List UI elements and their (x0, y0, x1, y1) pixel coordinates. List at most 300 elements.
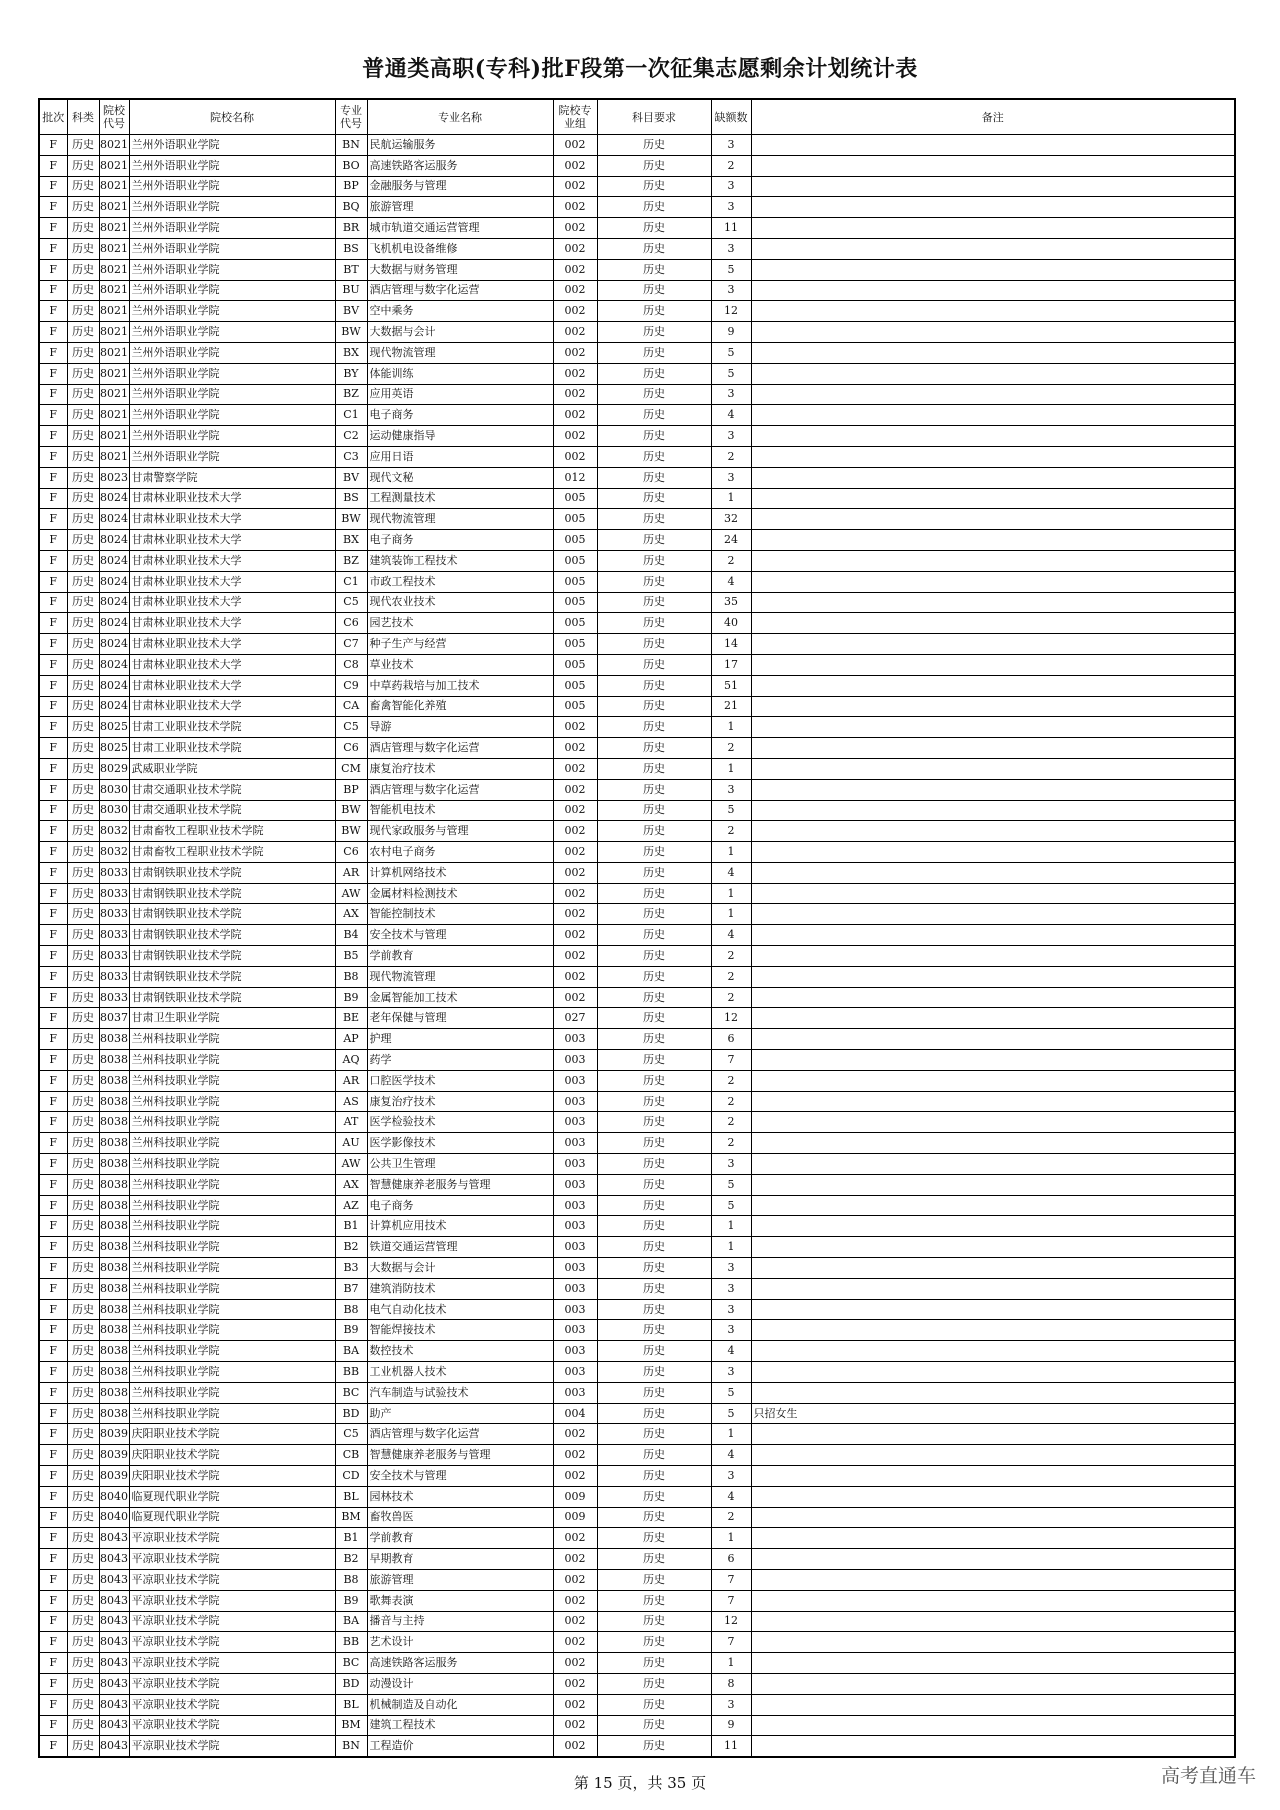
col-major-name-cell: 学前教育 (367, 946, 553, 967)
col-major-code-cell: C5 (335, 592, 367, 613)
col-school-code-cell: 8038 (99, 1341, 129, 1362)
col-subject-cell: 历史 (597, 1611, 711, 1632)
table-row (39, 987, 1235, 1008)
col-vacancy-cell: 12 (711, 301, 751, 322)
col-school-code-cell: 8030 (99, 800, 129, 821)
col-batch-cell: F (39, 280, 67, 301)
col-remark-cell (751, 696, 1235, 717)
col-major-code-cell: BS (335, 238, 367, 259)
col-school-code-cell: 8038 (99, 1258, 129, 1279)
table-row (39, 342, 1235, 363)
col-group-cell: 002 (553, 1424, 597, 1445)
col-school-name-cell: 兰州外语职业学院 (129, 176, 335, 197)
col-major-name-cell: 动漫设计 (367, 1673, 553, 1694)
table-row (39, 238, 1235, 259)
col-remark-cell (751, 779, 1235, 800)
col-subject-cell: 历史 (597, 1382, 711, 1403)
table-row (39, 1278, 1235, 1299)
col-school-code-cell: 8024 (99, 488, 129, 509)
col-subject-cell: 历史 (597, 1486, 711, 1507)
col-major-code-cell: C6 (335, 738, 367, 759)
col-vacancy-cell: 2 (711, 155, 751, 176)
col-major-code-cell: AU (335, 1133, 367, 1154)
col-category-cell: 历史 (67, 1091, 99, 1112)
col-major-code-cell: C5 (335, 717, 367, 738)
col-batch-cell: F (39, 758, 67, 779)
col-subject-cell: 历史 (597, 363, 711, 384)
col-major-code-cell: BW (335, 821, 367, 842)
col-batch-cell: F (39, 862, 67, 883)
col-major-code-cell: AS (335, 1091, 367, 1112)
col-batch-cell: F (39, 717, 67, 738)
col-category-cell: 历史 (67, 800, 99, 821)
col-subject-cell: 历史 (597, 1216, 711, 1237)
col-batch-cell: F (39, 1569, 67, 1590)
col-group-cell: 027 (553, 1008, 597, 1029)
col-vacancy-cell: 1 (711, 717, 751, 738)
col-batch-cell: F (39, 634, 67, 655)
col-batch-cell: F (39, 1549, 67, 1570)
col-category-cell: 历史 (67, 613, 99, 634)
table-row (39, 1611, 1235, 1632)
table-row (39, 717, 1235, 738)
col-vacancy-cell: 9 (711, 1715, 751, 1736)
col-remark-cell (751, 1528, 1235, 1549)
col-category-cell: 历史 (67, 301, 99, 322)
col-school-name-cell: 兰州科技职业学院 (129, 1320, 335, 1341)
col-batch-header: 批次 (39, 99, 67, 135)
col-major-name-cell: 飞机机电设备维修 (367, 238, 553, 259)
col-group-cell: 003 (553, 1320, 597, 1341)
col-category-cell: 历史 (67, 987, 99, 1008)
col-subject-cell: 历史 (597, 280, 711, 301)
col-group-cell: 003 (553, 1258, 597, 1279)
col-category-cell: 历史 (67, 738, 99, 759)
col-remark-cell (751, 800, 1235, 821)
col-remark-cell (751, 738, 1235, 759)
table-row (39, 1008, 1235, 1029)
col-subject-cell: 历史 (597, 1632, 711, 1653)
col-remark-cell (751, 1590, 1235, 1611)
col-school-code-cell: 8038 (99, 1403, 129, 1424)
col-vacancy-cell: 5 (711, 363, 751, 384)
col-category-cell: 历史 (67, 342, 99, 363)
col-school-code-cell: 8024 (99, 613, 129, 634)
col-major-code-cell: AX (335, 1174, 367, 1195)
col-group-cell: 003 (553, 1382, 597, 1403)
col-remark-cell (751, 238, 1235, 259)
col-remark-cell (751, 1382, 1235, 1403)
col-major-name-cell: 大数据与会计 (367, 1258, 553, 1279)
col-batch-cell: F (39, 696, 67, 717)
col-major-code-cell: BW (335, 509, 367, 530)
col-subject-cell: 历史 (597, 1445, 711, 1466)
col-remark-cell (751, 1237, 1235, 1258)
col-group-cell: 003 (553, 1112, 597, 1133)
col-major-code-cell: BD (335, 1403, 367, 1424)
col-school-name-cell: 甘肃林业职业技术大学 (129, 613, 335, 634)
col-school-name-cell: 甘肃畜牧工程职业技术学院 (129, 842, 335, 863)
col-major-name-cell: 酒店管理与数字化运营 (367, 779, 553, 800)
col-group-cell: 005 (553, 654, 597, 675)
table-row (39, 322, 1235, 343)
col-school-code-cell: 8021 (99, 280, 129, 301)
col-remark-cell (751, 259, 1235, 280)
col-major-name-cell: 种子生产与经营 (367, 634, 553, 655)
col-batch-cell: F (39, 238, 67, 259)
col-category-cell: 历史 (67, 1195, 99, 1216)
col-vacancy-cell: 4 (711, 1341, 751, 1362)
col-vacancy-cell: 5 (711, 1174, 751, 1195)
col-group-cell: 002 (553, 322, 597, 343)
col-vacancy-cell: 24 (711, 530, 751, 551)
col-school-code-cell: 8038 (99, 1154, 129, 1175)
col-school-name-cell: 兰州外语职业学院 (129, 155, 335, 176)
col-remark-cell (751, 987, 1235, 1008)
col-batch-cell: F (39, 135, 67, 156)
col-vacancy-cell: 3 (711, 1278, 751, 1299)
col-vacancy-cell: 2 (711, 1112, 751, 1133)
col-school-name-cell: 兰州科技职业学院 (129, 1091, 335, 1112)
col-subject-cell: 历史 (597, 1549, 711, 1570)
col-subject-cell: 历史 (597, 1403, 711, 1424)
col-major-code-cell: AX (335, 904, 367, 925)
col-vacancy-cell: 1 (711, 1653, 751, 1674)
col-school-code-cell: 8021 (99, 301, 129, 322)
col-school-name-cell: 甘肃卫生职业学院 (129, 1008, 335, 1029)
col-school-code-cell: 8043 (99, 1632, 129, 1653)
col-major-code-cell: BL (335, 1486, 367, 1507)
col-school-name-cell: 兰州科技职业学院 (129, 1070, 335, 1091)
table-row (39, 696, 1235, 717)
col-major-name-cell: 体能训练 (367, 363, 553, 384)
col-category-cell: 历史 (67, 946, 99, 967)
col-school-name-cell: 兰州科技职业学院 (129, 1195, 335, 1216)
col-remark-cell (751, 883, 1235, 904)
col-vacancy-cell: 3 (711, 176, 751, 197)
col-school-name-cell: 兰州外语职业学院 (129, 197, 335, 218)
col-major-code-cell: BX (335, 342, 367, 363)
col-category-cell: 历史 (67, 842, 99, 863)
col-batch-cell: F (39, 1070, 67, 1091)
col-vacancy-cell: 21 (711, 696, 751, 717)
col-category-cell: 历史 (67, 197, 99, 218)
col-subject-cell: 历史 (597, 571, 711, 592)
col-remark-cell (751, 1736, 1235, 1757)
col-batch-cell: F (39, 1673, 67, 1694)
col-batch-cell: F (39, 987, 67, 1008)
col-school-code-cell: 8033 (99, 946, 129, 967)
col-major-name-cell: 金融服务与管理 (367, 176, 553, 197)
col-subject-cell: 历史 (597, 342, 711, 363)
table-row (39, 530, 1235, 551)
col-school-name-cell: 兰州外语职业学院 (129, 301, 335, 322)
col-school-code-cell: 8037 (99, 1008, 129, 1029)
col-subject-cell: 历史 (597, 592, 711, 613)
col-group-cell: 005 (553, 571, 597, 592)
col-subject-cell: 历史 (597, 842, 711, 863)
col-school-code-cell: 8033 (99, 904, 129, 925)
col-group-cell: 002 (553, 842, 597, 863)
table-row (39, 1216, 1235, 1237)
col-major-name-cell: 畜牧兽医 (367, 1507, 553, 1528)
col-vacancy-cell: 1 (711, 1424, 751, 1445)
col-remark-cell (751, 155, 1235, 176)
col-major-name-cell: 应用日语 (367, 446, 553, 467)
col-major-name-cell: 智慧健康养老服务与管理 (367, 1174, 553, 1195)
col-group-cell: 005 (553, 634, 597, 655)
col-batch-cell: F (39, 1341, 67, 1362)
col-remark-cell (751, 592, 1235, 613)
col-vacancy-cell: 2 (711, 1133, 751, 1154)
col-batch-cell: F (39, 1715, 67, 1736)
col-remark-cell (751, 405, 1235, 426)
col-remark-cell (751, 1673, 1235, 1694)
col-batch-cell: F (39, 592, 67, 613)
col-batch-cell: F (39, 467, 67, 488)
col-category-cell: 历史 (67, 1174, 99, 1195)
col-major-code-cell: AR (335, 1070, 367, 1091)
col-major-name-cell: 大数据与财务管理 (367, 259, 553, 280)
col-group-cell: 002 (553, 1694, 597, 1715)
col-subject-cell: 历史 (597, 1424, 711, 1445)
col-school-code-cell: 8043 (99, 1694, 129, 1715)
col-category-cell: 历史 (67, 322, 99, 343)
col-major-code-cell: B8 (335, 966, 367, 987)
col-major-code-cell: BY (335, 363, 367, 384)
col-school-name-cell: 兰州科技职业学院 (129, 1029, 335, 1050)
col-group-cell: 002 (553, 946, 597, 967)
col-remark-cell (751, 342, 1235, 363)
col-major-code-cell: BN (335, 1736, 367, 1757)
col-batch-cell: F (39, 1528, 67, 1549)
col-batch-cell: F (39, 1320, 67, 1341)
col-batch-cell: F (39, 1154, 67, 1175)
col-category-cell: 历史 (67, 135, 99, 156)
col-category-cell: 历史 (67, 1133, 99, 1154)
table-row (39, 1112, 1235, 1133)
col-category-cell: 历史 (67, 238, 99, 259)
col-batch-cell: F (39, 176, 67, 197)
table-row (39, 1133, 1235, 1154)
col-major-name-cell: 金属材料检测技术 (367, 883, 553, 904)
col-category-cell: 历史 (67, 1466, 99, 1487)
col-major-code-cell: C6 (335, 613, 367, 634)
col-category-cell: 历史 (67, 1445, 99, 1466)
col-group-cell: 002 (553, 1715, 597, 1736)
table-row (39, 738, 1235, 759)
col-vacancy-cell: 7 (711, 1050, 751, 1071)
col-subject-cell: 历史 (597, 1112, 711, 1133)
col-school-code-cell: 8033 (99, 883, 129, 904)
col-batch-cell: F (39, 779, 67, 800)
col-vacancy-cell: 4 (711, 862, 751, 883)
col-vacancy-cell: 3 (711, 1320, 751, 1341)
col-school-code-cell: 8032 (99, 821, 129, 842)
col-major-code-cell: CA (335, 696, 367, 717)
col-group-cell: 002 (553, 966, 597, 987)
col-batch-cell: F (39, 301, 67, 322)
col-school-name-cell: 兰州科技职业学院 (129, 1258, 335, 1279)
col-major-code-cell: CB (335, 1445, 367, 1466)
col-major-code-header: 专业代号 (335, 99, 367, 135)
col-vacancy-cell: 2 (711, 550, 751, 571)
col-school-name-cell: 兰州外语职业学院 (129, 280, 335, 301)
col-major-code-cell: BC (335, 1653, 367, 1674)
col-school-name-cell: 兰州科技职业学院 (129, 1133, 335, 1154)
col-school-code-cell: 8038 (99, 1320, 129, 1341)
col-remark-cell (751, 488, 1235, 509)
col-batch-cell: F (39, 1507, 67, 1528)
col-major-name-cell: 电子商务 (367, 530, 553, 551)
col-major-name-cell: 金属智能加工技术 (367, 987, 553, 1008)
col-category-cell: 历史 (67, 426, 99, 447)
col-vacancy-cell: 3 (711, 197, 751, 218)
col-school-name-cell: 甘肃钢铁职业技术学院 (129, 946, 335, 967)
col-subject-cell: 历史 (597, 1008, 711, 1029)
col-school-name-cell: 兰州外语职业学院 (129, 405, 335, 426)
page-title: 普通类高职(专科)批F段第一次征集志愿剩余计划统计表 (362, 56, 918, 82)
col-group-cell: 003 (553, 1299, 597, 1320)
table-row (39, 1673, 1235, 1694)
col-subject-cell: 历史 (597, 758, 711, 779)
col-school-code-header: 院校代号 (99, 99, 129, 135)
col-major-name-cell: 农村电子商务 (367, 842, 553, 863)
table-row (39, 1320, 1235, 1341)
col-category-cell: 历史 (67, 467, 99, 488)
col-school-code-cell: 8038 (99, 1362, 129, 1383)
col-vacancy-cell: 2 (711, 1091, 751, 1112)
col-remark-cell (751, 862, 1235, 883)
col-major-code-cell: C2 (335, 426, 367, 447)
col-school-name-cell: 兰州科技职业学院 (129, 1299, 335, 1320)
col-major-code-cell: BR (335, 218, 367, 239)
col-vacancy-cell: 2 (711, 738, 751, 759)
col-group-cell: 005 (553, 550, 597, 571)
table-row (39, 946, 1235, 967)
col-vacancy-cell: 4 (711, 1486, 751, 1507)
table-row (39, 1653, 1235, 1674)
col-remark-cell (751, 758, 1235, 779)
col-major-name-cell: 畜禽智能化养殖 (367, 696, 553, 717)
table-row (39, 509, 1235, 530)
col-subject-cell: 历史 (597, 1195, 711, 1216)
col-school-code-cell: 8038 (99, 1029, 129, 1050)
col-remark-cell (751, 1466, 1235, 1487)
col-group-cell: 003 (553, 1341, 597, 1362)
col-school-name-header: 院校名称 (129, 99, 335, 135)
col-subject-cell: 历史 (597, 1070, 711, 1091)
col-category-cell: 历史 (67, 1299, 99, 1320)
table-row (39, 904, 1235, 925)
col-batch-cell: F (39, 1216, 67, 1237)
col-school-code-cell: 8040 (99, 1507, 129, 1528)
table-row (39, 1341, 1235, 1362)
col-major-name-cell: 护理 (367, 1029, 553, 1050)
col-subject-cell: 历史 (597, 1029, 711, 1050)
col-batch-cell: F (39, 363, 67, 384)
col-subject-cell: 历史 (597, 1174, 711, 1195)
col-category-cell: 历史 (67, 571, 99, 592)
col-school-name-cell: 甘肃林业职业技术大学 (129, 509, 335, 530)
col-school-code-cell: 8043 (99, 1736, 129, 1757)
col-group-cell: 002 (553, 1528, 597, 1549)
col-remark-cell (751, 363, 1235, 384)
col-school-name-cell: 甘肃林业职业技术大学 (129, 571, 335, 592)
col-group-cell: 002 (553, 384, 597, 405)
col-major-code-cell: C3 (335, 446, 367, 467)
col-major-name-cell: 安全技术与管理 (367, 925, 553, 946)
col-batch-cell: F (39, 1611, 67, 1632)
col-major-name-cell: 高速铁路客运服务 (367, 1653, 553, 1674)
col-school-code-cell: 8021 (99, 259, 129, 280)
col-major-name-cell: 智慧健康养老服务与管理 (367, 1445, 553, 1466)
col-group-cell: 003 (553, 1278, 597, 1299)
col-major-code-cell: C1 (335, 571, 367, 592)
col-remark-cell (751, 634, 1235, 655)
table-row (39, 1258, 1235, 1279)
col-category-cell: 历史 (67, 1632, 99, 1653)
col-major-name-cell: 老年保健与管理 (367, 1008, 553, 1029)
col-major-name-cell: 导游 (367, 717, 553, 738)
col-school-code-cell: 8024 (99, 550, 129, 571)
col-school-code-cell: 8043 (99, 1611, 129, 1632)
col-school-code-cell: 8043 (99, 1590, 129, 1611)
col-vacancy-cell: 5 (711, 342, 751, 363)
col-subject-cell: 历史 (597, 1569, 711, 1590)
col-remark-cell (751, 1070, 1235, 1091)
col-subject-cell: 历史 (597, 446, 711, 467)
col-group-cell: 002 (553, 135, 597, 156)
col-subject-cell: 历史 (597, 550, 711, 571)
col-school-name-cell: 兰州外语职业学院 (129, 426, 335, 447)
col-school-code-cell: 8021 (99, 405, 129, 426)
col-category-cell: 历史 (67, 1653, 99, 1674)
col-school-code-cell: 8024 (99, 634, 129, 655)
col-major-code-cell: BV (335, 467, 367, 488)
col-vacancy-cell: 9 (711, 322, 751, 343)
col-school-name-cell: 兰州科技职业学院 (129, 1154, 335, 1175)
col-remark-cell (751, 1445, 1235, 1466)
table-row (39, 1299, 1235, 1320)
col-subject-cell: 历史 (597, 218, 711, 239)
col-vacancy-cell: 11 (711, 1736, 751, 1757)
col-batch-cell: F (39, 1445, 67, 1466)
col-vacancy-cell: 3 (711, 384, 751, 405)
col-major-name-cell: 高速铁路客运服务 (367, 155, 553, 176)
col-school-name-cell: 兰州外语职业学院 (129, 322, 335, 343)
col-category-cell: 历史 (67, 509, 99, 530)
col-school-code-cell: 8021 (99, 218, 129, 239)
col-category-cell: 历史 (67, 1320, 99, 1341)
col-subject-cell: 历史 (597, 1736, 711, 1757)
col-subject-cell: 历史 (597, 405, 711, 426)
col-major-name-cell: 铁道交通运营管理 (367, 1237, 553, 1258)
col-batch-cell: F (39, 654, 67, 675)
col-school-code-cell: 8021 (99, 135, 129, 156)
col-subject-cell: 历史 (597, 717, 711, 738)
col-subject-cell: 历史 (597, 883, 711, 904)
col-batch-cell: F (39, 405, 67, 426)
col-remark-cell (751, 675, 1235, 696)
col-remark-cell (751, 1278, 1235, 1299)
col-remark-cell (751, 301, 1235, 322)
col-school-code-cell: 8038 (99, 1382, 129, 1403)
col-vacancy-cell: 3 (711, 1466, 751, 1487)
watermark-brand: 高考直通车 (1160, 1765, 1256, 1787)
col-batch-cell: F (39, 1424, 67, 1445)
table-row (39, 634, 1235, 655)
